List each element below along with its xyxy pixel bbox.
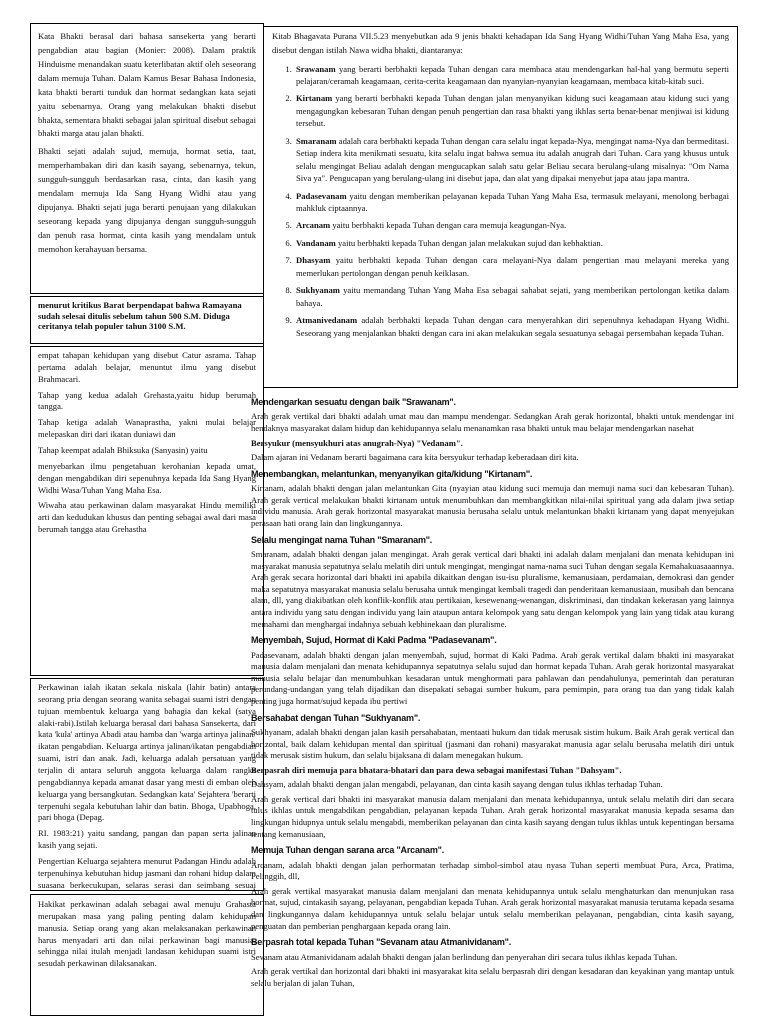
nawa-item xyxy=(294,92,729,129)
section-paragraph: Smaranam, adalah bhakti dengan jalan mengingat. Arah gerak vertical dari bhakti ini adalah dalam menjalani dan menata kehidupan ini masyarakat manusia sepatutnya selalu melatih diri untuk mengingat, mengingat nama-nama suci Tuhan dengan segala Kemahakuasaaannya. Arah gerak secara horizontal dari bhakti ini apabila dikaitkan dengan isu-isu pluralisme, kemanusiaan, perdamaian, demokrasi dan gender maka sepatutnya masyarakat manusia selalu berusaha untuk mengingat kembali tragedi dan penderitaan kemanusiaan, musibah dan bencana alam, dll, yang diakibatkan oleh konflik-konflik atau pertikaian, kesewenang-wenangan, diskriminasi, dan tindakan kekerasan yang lainnya antara individu yang satu dengan individu yang lain ataupun antara kelompok yang satu dengan kelompok yang lain yang tidak atau kurang memahami dan menghargai indahnya sebuah kebhinekaan dan pluralisme. xyxy=(251,548,735,629)
section-paragraph: Arah gerak vertikal masyarakat manusia dalam menjalani dan menata kehidupannya untuk selalu menghaturkan dan menunjukan rasa hormat, sujud, cintakasih sayang, pelayanan, pengabdian kepada Tuhan. Arah gerak horizontal masyarakat manusia terutama kepada sesama dan lingkungannya dalam kehidupannya untuk selalu belajar untuk selalu memberikan pelayanan, pengabdian, cinta kasih sayang, penguatan dan pemberian penghargaan kepada orang lain. xyxy=(251,885,734,931)
nawa-term: Smaranam xyxy=(296,135,337,146)
nawa-desc: adalah berbhakti kepada Tuhan dengan cara menyerahkan diri sepenuhnya kehadapan Hyang Widhi. Seseorang yang menjalankan bhakti dengan cara ini akan melakukan segala sesuatunya sebagai persembahan kepada Tuhan. xyxy=(296,315,729,338)
nawa-widha-bhakti-box xyxy=(263,26,738,388)
nawa-desc: yang berarti berbhakti kepada Tuhan dengan jalan menyanyikan kidung suci keagamaan atau kidung suci yang mengagungkan kebesaran Tuhan dengan penuh pengertian dan rasa bhakti yang ikhlas serta benar-benar menjiwai isi kidung tersebut. xyxy=(296,93,729,129)
nawa-desc: yaitu dengan memberikan pelayanan kepada Tuhan Yang Maha Esa, termasuk melayani, menolong berbagai mahkluk ciptaannya. xyxy=(296,190,729,214)
section-paragraph: Dalam ajaran ini Vedanam berarti bagaimana cara kita bersyukur terhadap keberadaan diri kita. xyxy=(251,452,579,463)
nawa-desc: yang berarti berbhakti kepada Tuhan dengan cara membaca atau mendengarkan hal-hal yang bermutu seperti pelajaran/ceramah keagamaan, cerita-cerita keagamaan dan nyanyian-nyanyian keagamaan, membaca kitab-kitab suci. xyxy=(296,63,729,86)
nawa-item xyxy=(294,314,729,339)
nawa-intro: Kitab Bhagavata Purana VII.5.23 menyebutkan ada 9 jenis bhakti kehadapan Ida Sang Hyang Widhi/Tuhan Yang Maha Esa, yang disebut dengan istilah Nawa widha bhakti, diantaranya: xyxy=(272,31,729,55)
nawa-term: Kirtanam xyxy=(296,93,333,104)
nawa-item xyxy=(294,284,729,309)
section-paragraph: Arah gerak vertikal dari bhakti adalah umat mau dan mampu mendengar. Sedangkan Arah gerak horizontal, bhakti untuk mendengar ini hendaknya masyarakat dalam hidup dan kehidupannya selalu menanamkan rasa bhakti untuk mau belajar mendengarkan nasehat xyxy=(251,411,734,433)
section-heading: Menembangkan, melantunkan, menyanyikan gita/kidung "Kirtanam". xyxy=(251,468,533,479)
section-paragraph: Dahsyam, adalah bhakti dengan jalan mengabdi, pelayanan, dan cinta kasih sayang dengan tulus ikhlas terhadap Tuhan. xyxy=(251,779,663,790)
section-paragraph: Padasevanam, adalah bhakti dengan jalan menyembah, sujud, hormat di Kaki Padma. Arah gerak vertikal dalam bhakti ini masyarakat manusia dalam menjalani dan menata kehidupannya sepatutnya selalu sujud dan hormat kepada Tuhan. Arah gerak horizontal masyarakat manusia selalu belajar dan menumbuhkan kesadaran untuk menghormati para pahlawan dan pendahulunya, pemerintah dan peraturan perundang-undangan yang telah dijadikan dan disepakati sebagai sumber hukum, para pemimpin, para orang tua dan yang tidak kalah penting juga hormat/sujud kepada ibu pertiwi xyxy=(251,649,734,706)
nawa-desc: yaitu memandang Tuhan Yang Maha Esa sebagai sahabat sejati, yang memberikan pertolongan ketika dalam bahaya. xyxy=(296,285,729,308)
nawa-item xyxy=(294,63,729,88)
perkawinan-paragraph-1: Perkawinan ialah ikatan sekala niskala (lahir batin) antara seorang pria dengan seorang wanita sebagai suami istri dengan tujuan membentuk keluarga yang bahagia dan kekal (satya alaki-rabi).Istilah keluarga berasal dari bahasa Sansekerta, dari kata 'kula' artinya Abadi atau hamba dan 'warga artinya jalinan/ ikatan pengabdian. Keluarga artinya jalinan/ikatan pengabdian suami, istri dan anak. Jadi, keluarga adalah persatuan yang terjalin di antara seluruh anggota keluarga dalam rangka pengabdiannya kepada amanat dasar yang mesti di emban oleh keluarga yang bersangkutan. Sedangkan kata' Sejahtera 'berarti terpenuhi segala kebutuhan lahir dan batin. Bhoga, Upabhoga, pari bhoga (Depag. xyxy=(38,682,256,823)
asrama-paragraph-3: Tahap ketiga adalah Wanaprastha, yakni mulai belajar melepaskan diri dari ikatan duniawi dan xyxy=(38,417,256,440)
asrama-paragraph-1: empat tahapan kehidupan yang disebut Catur asrama. Tahap pertama adalah belajar, menuntut ilmu yang disebut Brahmacari. xyxy=(38,350,256,384)
nawa-item xyxy=(294,135,729,185)
section-heading: Berpasrah total kepada Tuhan "Sevanam atau Atmanividanam". xyxy=(251,937,512,948)
bhakti-sections xyxy=(215,392,738,1020)
nawa-desc: yaitu berbhakti kepada Tuhan dengan cara memuja keagungan-Nya. xyxy=(330,220,567,231)
nawa-item xyxy=(294,219,729,231)
nawa-desc: yaitu berbhakti kepada Tuhan dengan cara melayani-Nya dalam pengertian mau melayani mereka yang memerlukan pertolongan dengan penuh keiklasan. xyxy=(296,255,729,278)
section-heading: Bersahabat dengan Tuhan "Sukhyanam". xyxy=(251,712,421,723)
nawa-term: Srawanam xyxy=(296,63,336,74)
hakikat-text: Hakikat perkawinan adalah sebagai awal menuju Grahasta merupakan masa yang paling penting dalam kehidupan manusia. Setiap orang yang akan melaksanakan perkawinan harus menyadari arti dan nilai perkawinan bagi manusia, sehingga nilai itulah menjadi landasan kehidupan suami istri sesudah perkawinan dilaksanakan. xyxy=(38,899,256,969)
perkawinan-paragraph-3: Pengertian Keluarga sejahtera menurut Padangan Hindu adalah terpenuhinya kebutuhan hidup jasmani dan rohani hidup dalam suasana berkecukupan, selaras serasi dan seimbang sesuai xyxy=(38,856,256,890)
intro-box xyxy=(30,23,264,294)
nawa-term: Sukhyanam xyxy=(296,285,340,296)
ramayana-text: menurut kritikus Barat berpendapat bahwa Ramayana sudah selesai ditulis sebelum tahun 500 S.M. Diduga ceritanya telah populer tahun 3100 S.M. xyxy=(38,300,242,332)
asrama-paragraph-5: menyebarkan ilmu pengetahuan kerohanian kepada umat, dengan mengabdikan diri sepenuhnya kepada Ida Sang Hyang Widhi Wasa/Tuhan Yang Maha Esa. xyxy=(38,460,256,495)
nawa-desc: adalah cara berbhakti kepada Tuhan dengan cara selalu ingat kepada-Nya, mengingat nama-Nya dan bermeditasi. Setiap indera kita menikmati sesuatu, kita selalu ingat bahwa semua itu adalah anugrah dari Tuhan. Cara yang khusus untuk selalu mengingat Beliau adalah dengan mengucapkan salah satu gelar Beliau secara berulang-ulang misalnya: "Om Nama Siva ya". Pengucapan yang berulang-ulang ini disebut japa, dan alat yang dipakai menyebut japa atau japa mantra. xyxy=(296,135,729,184)
nawa-term: Atmanivedanam xyxy=(296,315,358,326)
nawa-term: Padasevanam xyxy=(296,190,347,201)
section-paragraph: Berpasrah diri memuja para bhatara-bhatari dan para dewa sebagai manifestasi Tuhan "Dahsyam". xyxy=(251,764,622,775)
section-heading: Mendengarkan sesuatu dengan baik "Srawanam". xyxy=(251,397,456,407)
section-heading: Memuja Tuhan dengan sarana arca "Arcanam". xyxy=(251,845,445,856)
asrama-paragraph-6: Wiwaha atau perkawinan dalam masyarakat Hindu memiliki arti dan kedudukan khusus dan penting sebagai awal dari masa berumah tangga atau Grehastha xyxy=(38,500,256,535)
nawa-item xyxy=(294,237,729,249)
nawa-list xyxy=(272,63,729,340)
nawa-term: Dhasyam xyxy=(296,255,331,266)
section-paragraph: Arah gerak vertikal dan horizontal dari bhakti ini masyarakat kita selalu berpasrah diri dengan kesadaran dan keyakinan yang mantap untuk selalu berjalan di jalan Tuhan, xyxy=(251,966,734,988)
section-paragraph: Sukhyanam, adalah bhakti dengan jalan kasih persahabatan, mentaati hukum dan tidak merusak sistim hukum. Baik Arah gerak vertical dan horizontal, baik dalam kehidupan mental dan spiritual (jasmani dan rohani) masyarakat manusia agar selalu berusaha melatih diri untuk tidak merusak sistim hukum, dan selalu bijaksana di dalam menegakan hukum. xyxy=(251,726,734,761)
section-paragraph: Arcanam, adalah bhakti dengan jalan perhormatan terhadap simbol-simbol atau nyasa Tuhan seperti membuat Pura, Arca, Pratima, Pelinggih, dll, xyxy=(251,859,734,882)
asrama-paragraph-2: Tahap yang kedua adalah Grehasta,yaitu hidup berumah tangga. xyxy=(38,389,256,412)
section-heading: Menyembah, Sujud, Hormat di Kaki Padma "Padasevanam". xyxy=(251,635,497,646)
section-heading: Selalu mengingat nama Tuhan "Smaranam". xyxy=(251,534,433,545)
ramayana-box xyxy=(30,296,264,344)
nawa-term: Vandanam xyxy=(296,237,336,248)
nawa-term: Arcanam xyxy=(296,220,331,231)
intro-paragraph-1: Kata Bhakti berasal dari bahasa sansekerta yang berarti pengabdian atau bagian (Monier: 2008). Dalam praktik Hinduisme menandakan suatu keterlibatan aktif oleh seseorang dalam memuja Tuhan. Dalam Kamus Besar Bahasa Indonesia, kata bhakti berarti tunduk dan hormat sedangkan kata sejati yaitu sebenarnya. Orang yang melakukan bhakti disebut bhakta, sementara bhakti sebagai jalan spiritual disebut sebagai bhakti marga atau jalan bhakti. xyxy=(38,31,256,139)
intro-paragraph-2: Bhakti sejati adalah sujud, memuja, hormat setia, taat, memperhambakan diri dan kasih sayang, sebenarnya, tekun, sungguh-sungguh berdasarkan rasa, cinta, dan kasih yang mendalam memuja Ida Sang Hyang Widhi atau yang dipujanya. Bhakti sejati juga berarti penujaan yang dilakukan seseorang kepada yang dipujanya dengan sungguh-sungguh dan penuh rasa hormat, cinta kasih yang mendalam untuk memohon kerahayuan bersama. xyxy=(38,146,256,254)
section-paragraph: Sevanam atau Atmanividanam adalah bhakti dengan jalan berlindung dan penyerahan diri secara tulus ikhlas kepada Tuhan. xyxy=(251,951,678,962)
nawa-desc: yaitu berbhakti kepada Tuhan dengan jalan melakukan sujud dan kebhaktian. xyxy=(335,237,603,248)
asrama-paragraph-4: Tahap keempat adalah Bhiksuka (Sanyasin) yaitu xyxy=(38,445,208,456)
nawa-item xyxy=(294,190,729,215)
section-paragraph: Arah gerak vertical dari bhakti ini masyarakat manusia dalam menjalani dan menata kehidupannya, untuk selalu melatih diri dan secara tulus ikhlas untuk mengabdikan pengabdian, pelayanan kepada Tuhan. Arah gerak horizontal masyarakat manusia kepada sesama dan lingkungan hidupnya untuk selalu mengabdi, memberikan pelayanan dan cinta kasih sayang dengan tulus ikhlas untuk kepentingan bersama tentang kemanusiaan, xyxy=(251,793,734,839)
section-paragraph: Kirtanam, adalah bhakti dengan jalan melantunkan Gita (nyayian atau kidung suci memuja dan memuji nama suci dan kebesaran Tuhan). Arah gerak vertical melakukan bhakti kirtanam untuk menumbuhkan dan membangkitkan nilai-nilai spiritual yang ada dalam jiwa setiap individu manusia. Arah gerak horizontal masyarakat manusia berusaha selalu untuk melantunkan bhakti kirtanam yang dapat menyejukan perasaan hati orang lain dan lingkungannya. xyxy=(251,483,734,528)
perkawinan-paragraph-2: RI. 1983:21) yaitu sandang, pangan dan papan serta jalinan kasih yang sejati. xyxy=(38,828,256,851)
section-paragraph: Bersyukur (mensyukhuri atas anugrah-Nya) "Vedanam". xyxy=(251,437,463,448)
nawa-item xyxy=(294,254,729,279)
